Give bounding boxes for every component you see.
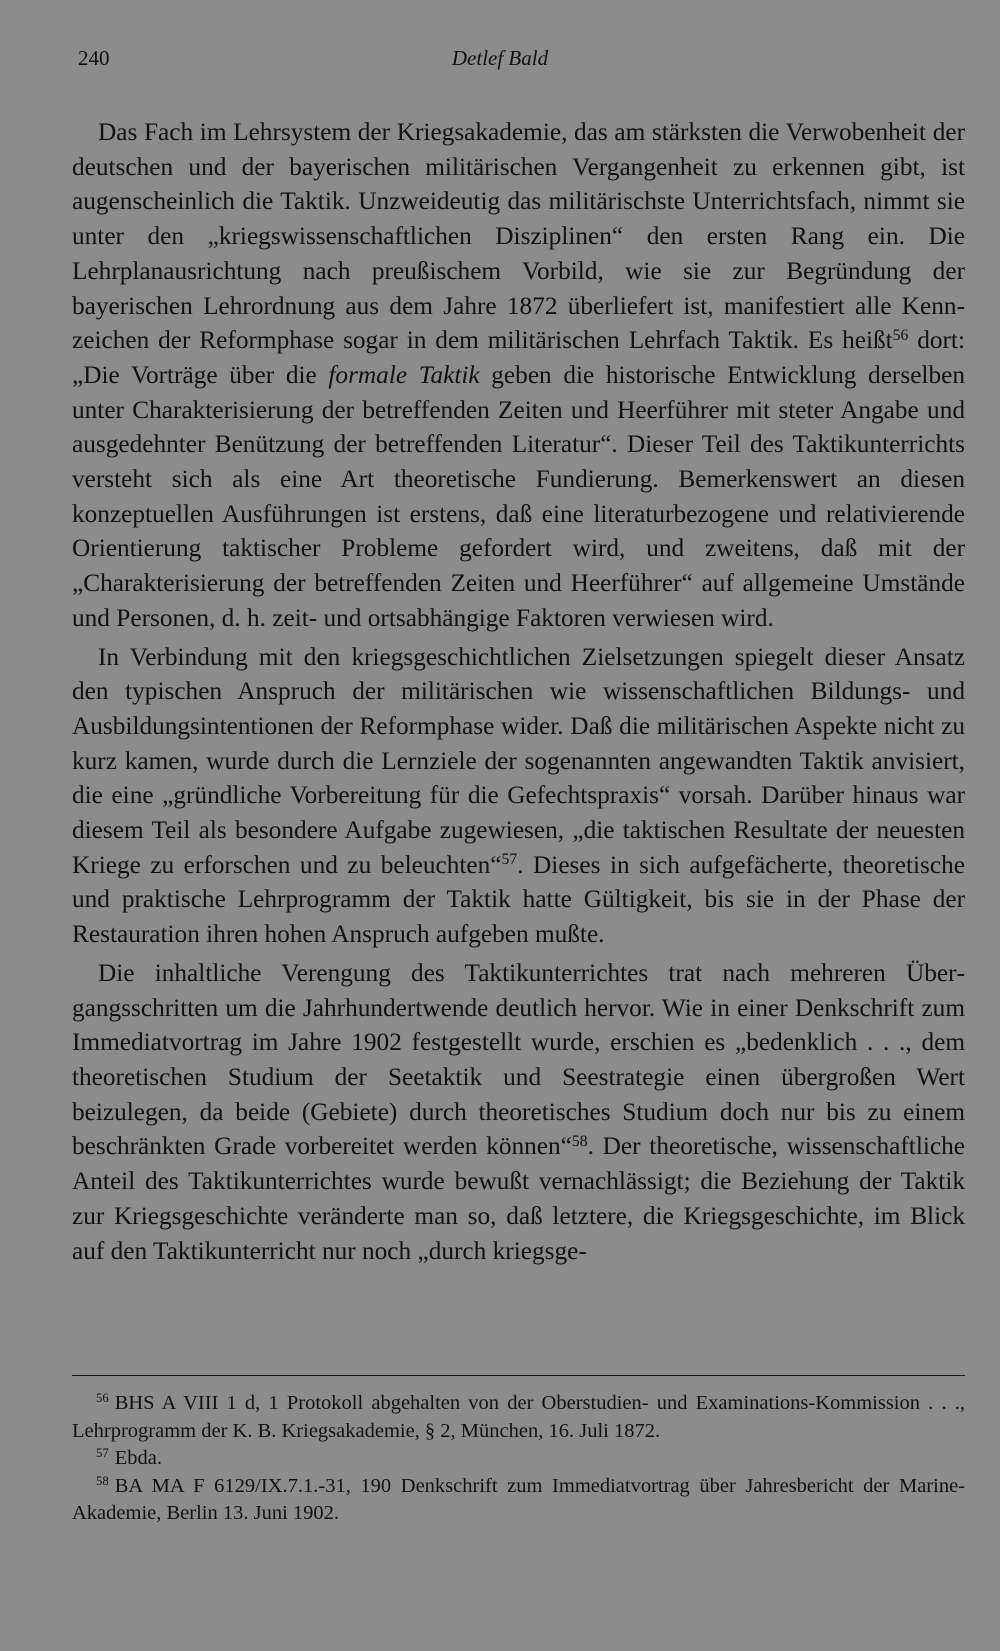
page-number: 240 <box>78 46 110 70</box>
footnote-reference: 57 <box>501 851 518 869</box>
text-segment: geben die historische Entwicklung derselben unter Charakterisierung der betreffenden Zeiten und Heerführer mit steter Angabe und ausgedehnter Benützung der betreffenden Literatur“. Dieser Teil des Taktikunterrichts versteht sich als eine Art theoretische Fundierung. Bemerkenswert an diesen konzeptuellen Ausführungen ist erstens, daß eine literaturbezogene und relativierende Orientierung taktischer Probleme gefordert wird, und zweitens, daß mit der „Charakterisierung der betreffenden Zeiten und Heerführer“ auf allgemeine Umstände und Personen, d. h. zeit- und ortsabhängige Faktoren verwiesen wird. <box>72 360 965 632</box>
footnote <box>72 1445 965 1473</box>
page-header <box>78 46 922 76</box>
footnote-number: 56 <box>96 1391 109 1406</box>
footnote-text: Ebda. <box>114 1447 162 1469</box>
paragraph <box>72 640 965 952</box>
text-segment: . Der theoretische, wissenschaftliche Anteil des Taktikunterrichtes wurde bewußt vernachlässigt; die Beziehung der Taktik zur Kriegsgeschichte veränderte man so, daß letztere, die Kriegsgeschichte, im Blick auf den Taktikunterricht nur noch „durch kriegsge- <box>72 1132 965 1265</box>
text-segment: dort: „Die Vorträge über die <box>72 326 965 389</box>
text-segment: Die inhaltliche Verengung des Taktikunterrichtes trat nach mehreren Übergangsschritten um die Jahrhundertwende deutlich hervor. Wie in einer Denkschrift zum Immediatvortrag im Jahre 1902 festgestellt wurde, erschien es „bedenklich . . ., dem theoretischen Studium der Seetaktik und Seestrategie einen übergroßen Wert beizulegen, da beide (Gebiete) durch theoretisches Studium doch nur bis zu einem beschränkten Grade vorbereitet werden können“ <box>72 958 965 1161</box>
footnote-text: BHS A VIII 1 d, 1 Protokoll abgehalten von der Oberstudien- und Examinations-Kommission . . ., Lehrprogramm der K. B. Kriegsakademie, § 2, München, 16. Juli 1872. <box>72 1392 965 1442</box>
paragraph <box>72 956 965 1268</box>
running-head: Detlef Bald <box>451 46 549 70</box>
footnote-reference: 58 <box>571 1132 588 1150</box>
footnote-number: 58 <box>96 1473 109 1488</box>
footnote-divider <box>72 1375 965 1376</box>
footnote-reference: 56 <box>892 326 909 344</box>
text-segment: Das Fach im Lehrsystem der Kriegsakademie, das am stärksten die Verwobenheit der deutschen und der bayerischen militärischen Vergangenheit zu erkennen gibt, ist augenscheinlich die Taktik. Unzweideutig das militärischste Unterrichtsfach, nimmt sie unter den „kriegswissenschaftlichen Disziplinen“ den ersten Rang ein. Die Lehrplanausrichtung nach preußischem Vorbild, wie sie zur Begründung der bayerischen Lehrordnung aus dem Jahre 1872 überliefert ist, manifestiert alle Kennzeichen der Reformphase sogar in dem militärischen Lehrfach Taktik. Es heißt <box>72 118 965 355</box>
text-segment: . Dieses in sich aufgefächerte, theoretische und praktische Lehrprogramm der Taktik hatte Gültigkeit, bis sie in der Phase der Restauration ihren hohen Anspruch aufgeben mußte. <box>72 850 966 949</box>
footnote <box>72 1473 965 1528</box>
body-text <box>72 115 965 1268</box>
footnote <box>72 1390 965 1445</box>
paragraph <box>72 115 965 636</box>
footnote-number: 57 <box>96 1446 109 1461</box>
footnote-text: BA MA F 6129/IX.7.1.-31, 190 Denkschrift zum Immediatvortrag über Jahresbericht der Marine-Akademie, Berlin 13. Juni 1902. <box>72 1474 965 1524</box>
footnotes <box>72 1390 965 1528</box>
text-segment: In Verbindung mit den kriegsgeschichtlichen Zielsetzungen spiegelt dieser Ansatz den typischen Anspruch der militärischen wie wissenschaftlichen Bildungs- und Ausbildungsintentionen der Reformphase wider. Daß die militärischen Aspekte nicht zu kurz kamen, wurde durch die Lernziele der sogenannten angewandten Taktik anvisiert, die eine „gründliche Vorbereitung für die Gefechtspraxis“ vorsah. Darüber hinaus war diesem Teil als besondere Aufgabe zugewiesen, „die taktischen Resultate der neuesten Kriege zu erforschen und zu beleuchten“ <box>72 642 965 879</box>
emphasized-term: formale Taktik <box>328 360 480 389</box>
